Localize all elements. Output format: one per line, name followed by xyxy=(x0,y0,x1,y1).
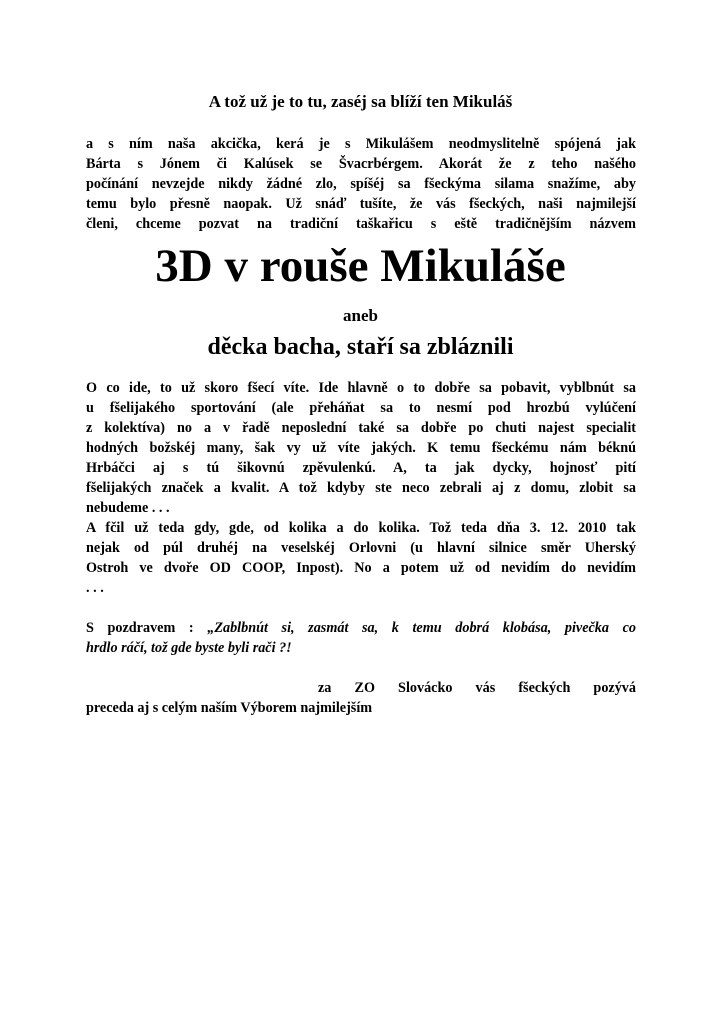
signature-line-2: preceda aj s celým naším Výborem najmilejším xyxy=(86,700,373,716)
body-line: A fčil už teda gdy, gde, od kolika a do kolika. Tož teda dňa 3. 12. 2010 tak xyxy=(86,520,636,536)
body-line: u fšelijakého sportování (ale přeháňat sa to nesmí pod hrozbú vylúčení xyxy=(86,400,636,416)
greeting-quote: „Zablbnút si, zasmát sa, k temu dobrá klobása, pivečka co xyxy=(207,620,636,636)
greeting-quote-line: hrdlo ráčí, tož gde byste byli rači ?! xyxy=(86,640,292,656)
body-paragraph-1 xyxy=(86,378,636,518)
intro-line: Bárta s Jónem či Kalúsek se Švacrbérgem. Akorát že z teho našého xyxy=(86,156,636,172)
body-line: nejak od púl druhéj na veselskéj Orlovni (u hlavní silnice směr Uherský xyxy=(86,540,636,556)
body-line: fšelijakých značek a kvalit. A tož kdyby ste neco zebrali aj z domu, zlobit sa xyxy=(86,480,636,496)
event-title: 3D v rouše Mikuláše xyxy=(155,240,566,292)
event-subtitle: děcka bacha, staří sa zbláznili xyxy=(207,334,514,360)
signature-line-1: za ZO Slovácko vás fšeckých pozývá xyxy=(318,680,636,696)
intro-line: temu bylo přesně naopak. Už snáď tušíte, že vás fšeckých, naši najmilejší xyxy=(86,196,636,212)
body-line: . . . xyxy=(86,580,104,596)
body-line: Hrbáčci aj s tú šikovnú zpěvulenkú. A, ta jak dycky, hojnosť pití xyxy=(86,460,636,476)
greeting-prefix: S pozdravem : xyxy=(86,620,208,636)
aneb-text: aneb xyxy=(343,306,378,325)
intro-line: a s ním naša akcička, kerá je s Mikulášem neodmyslitelně spójená jak xyxy=(86,136,636,152)
body-line: Ostroh ve dvoře OD COOP, Inpost). No a potem už od nevidím do nevidím xyxy=(86,560,636,576)
greeting xyxy=(86,618,636,658)
body-line: nebudeme . . . xyxy=(86,500,170,516)
body-line: hodných božskéj many, šak vy už víte jakých. K temu fšeckému nám béknú xyxy=(86,440,636,456)
intro-line: členi, chceme pozvat na tradiční taškařicu s eště tradičnějším názvem xyxy=(86,216,636,232)
heading: A tož už je to tu, zaséj sa blíží ten Mikuláš xyxy=(208,92,513,111)
body-line: z kolektíva) no a v řadě neposlední také sa dobře po chuti najest specialit xyxy=(86,420,636,436)
body-paragraph-2 xyxy=(86,518,636,598)
intro-paragraph xyxy=(86,134,636,234)
body-line: O co ide, to už skoro fšecí víte. Ide hlavně o to dobře sa pobavit, vyblbnút sa xyxy=(86,380,636,396)
intro-line: počínání nevzejde nikdy žádné zlo, spíšéj sa fšeckýma silama snažíme, aby xyxy=(86,176,636,192)
greeting-line xyxy=(86,618,636,638)
